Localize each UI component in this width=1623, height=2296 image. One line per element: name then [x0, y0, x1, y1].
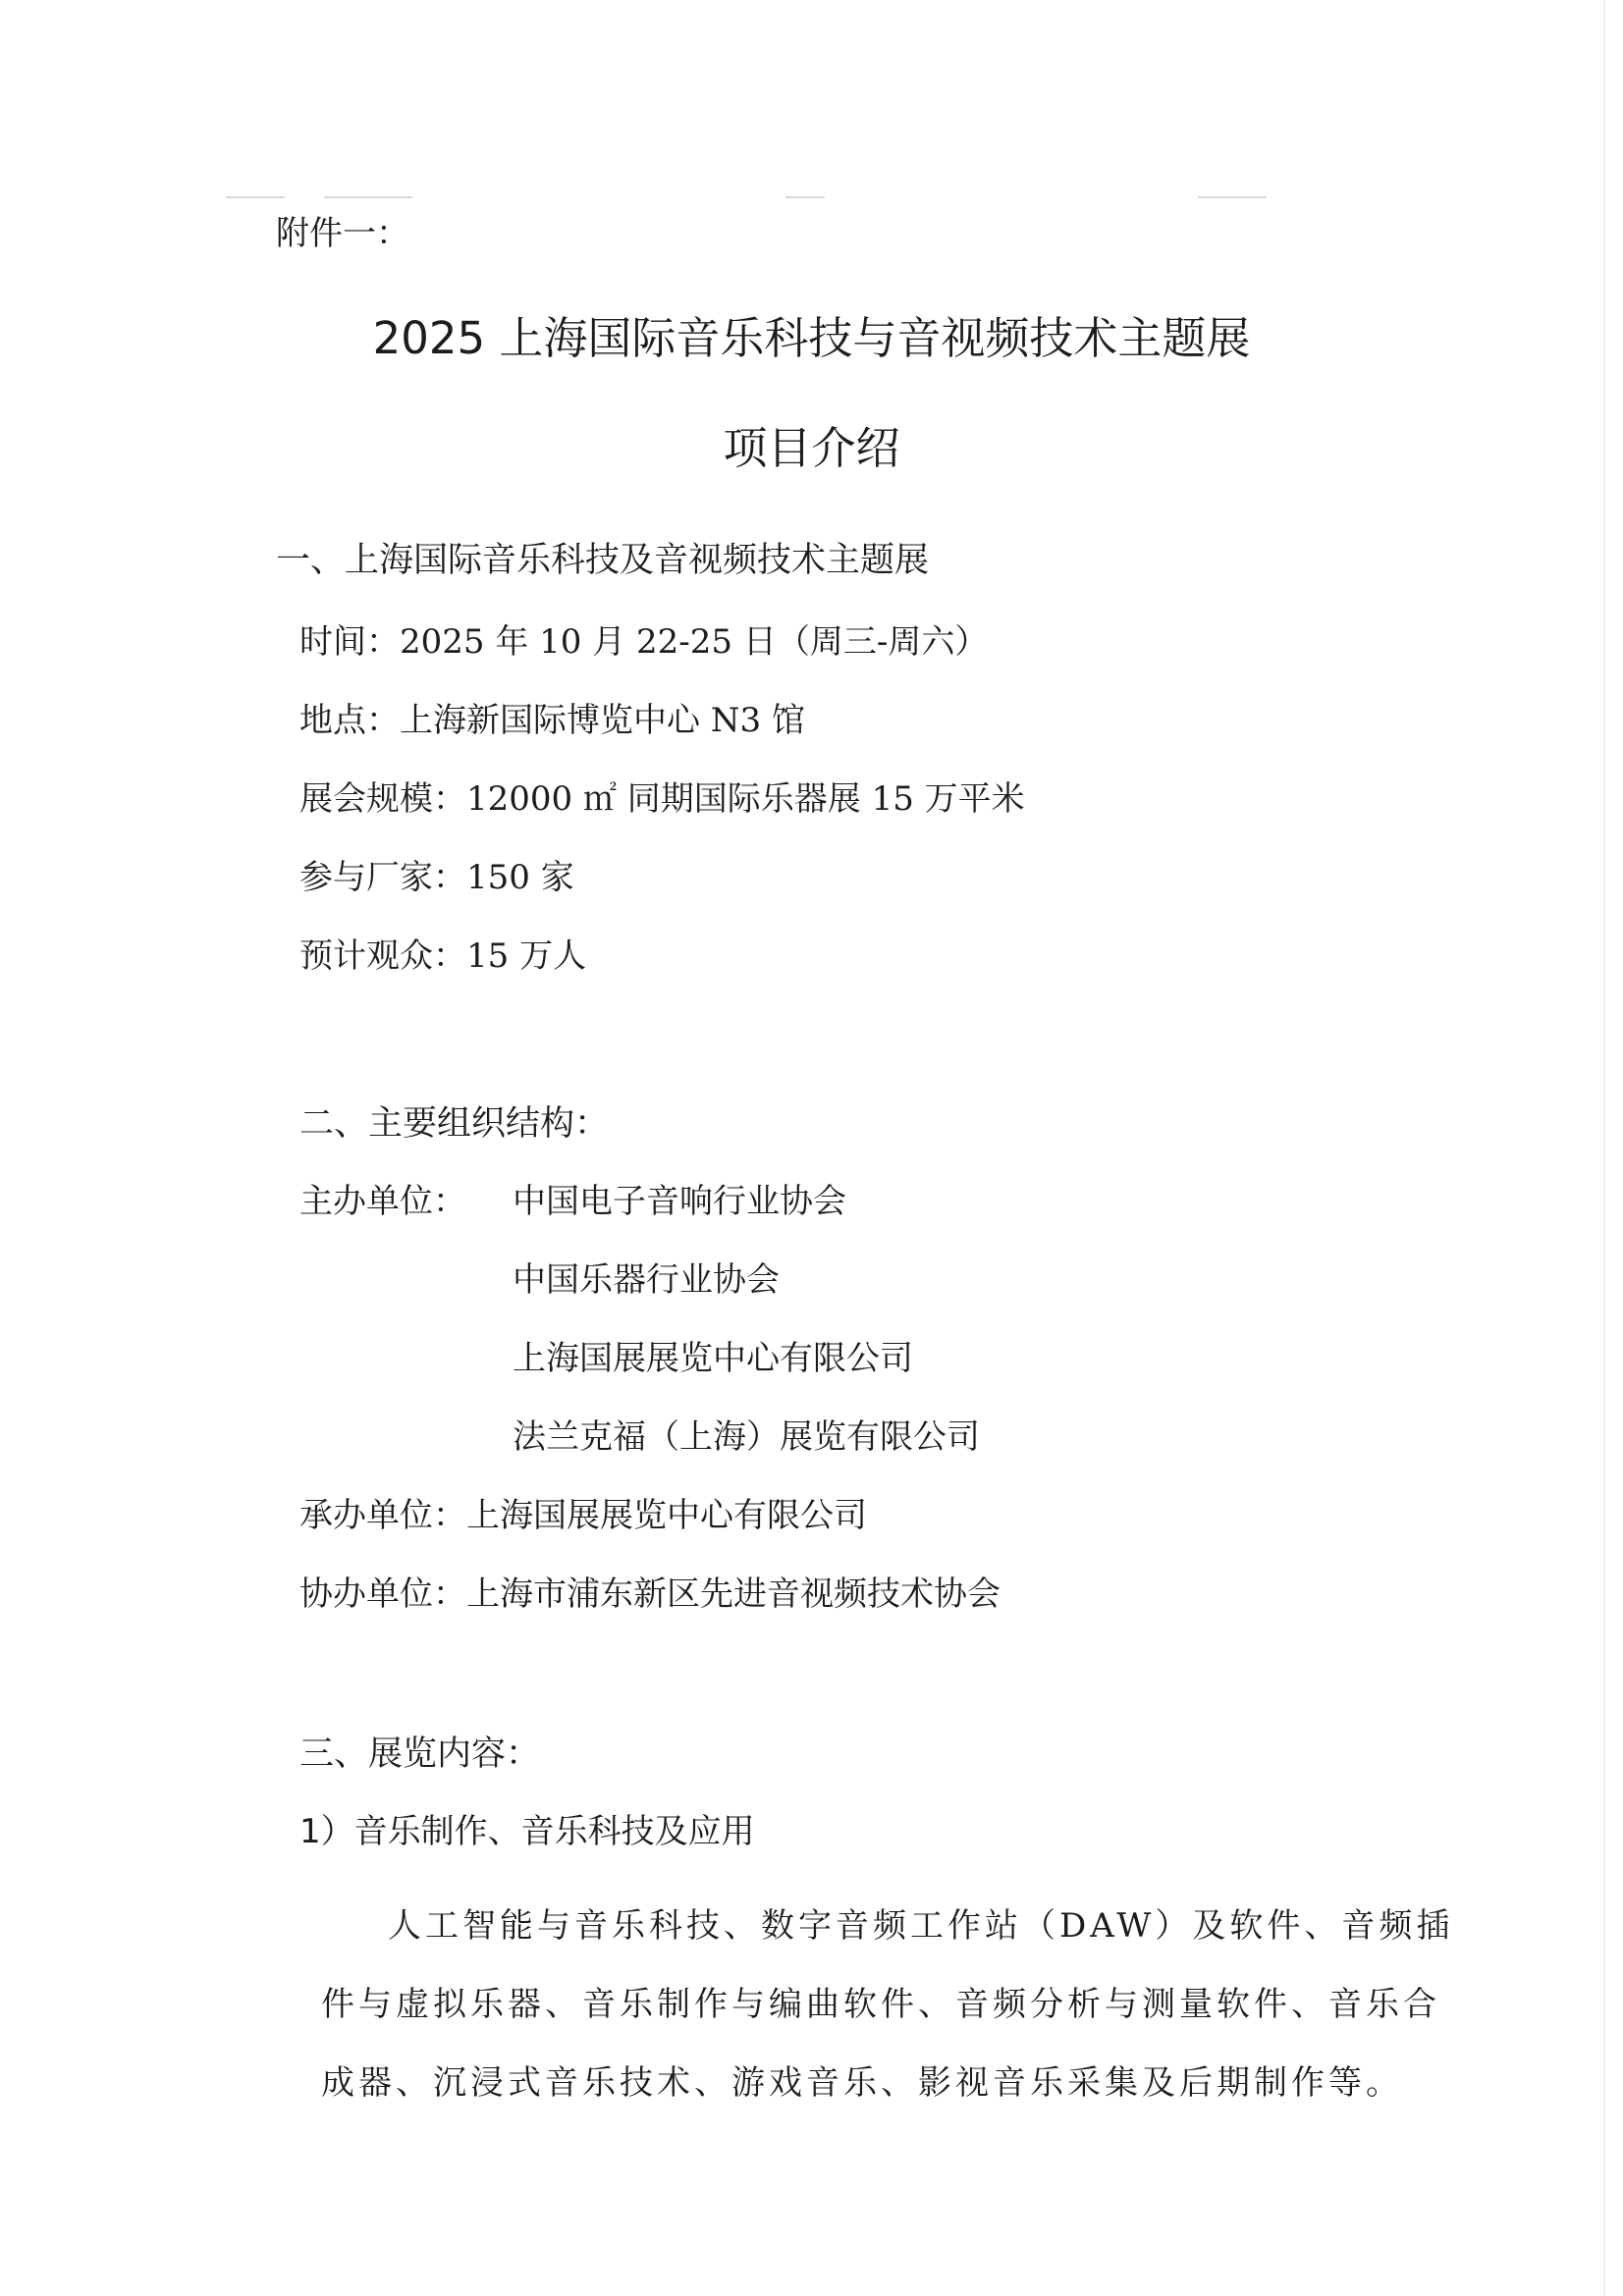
scan-artifact [785, 196, 825, 198]
section-heading-organization: 二、主要组织结构： [299, 1104, 610, 1144]
document-title: 2025 上海国际音乐科技与音视频技术主题展 [372, 312, 1251, 364]
scan-artifact [324, 196, 412, 198]
scan-artifact [226, 196, 285, 198]
exhibition-place: 地点：上海新国际博览中心 N3 馆 [299, 701, 805, 740]
expected-audience: 预计观众：15 万人 [299, 936, 587, 976]
host-item: 上海国展展览中心有限公司 [513, 1339, 913, 1378]
host-item: 中国乐器行业协会 [513, 1260, 780, 1300]
attachment-label: 附件一： [276, 214, 409, 253]
host-item: 中国电子音响行业协会 [513, 1182, 846, 1221]
section-heading-exhibition: 一、上海国际音乐科技及音视频技术主题展 [276, 541, 930, 580]
document-subtitle: 项目介绍 [723, 422, 900, 474]
organizer: 承办单位：上海国展展览中心有限公司 [299, 1496, 867, 1535]
scan-artifact [1198, 196, 1267, 198]
host-item: 法兰克福（上海）展览有限公司 [513, 1417, 980, 1457]
section-heading-content: 三、展览内容： [299, 1735, 541, 1774]
host-label: 主办单位： [299, 1182, 466, 1221]
exhibitor-count: 参与厂家：150 家 [299, 858, 574, 897]
content-subheading-music-production: 1）音乐制作、音乐科技及应用 [299, 1812, 755, 1851]
content-paragraph-music-production: 人工智能与音乐科技、数字音频工作站（DAW）及软件、音频插件与虚拟乐器、音乐制作与编曲软件、音频分析与测量软件、音乐合成器、沉浸式音乐技术、游戏音乐、影视音乐采集及后期制作等。 [321, 1906, 1454, 2103]
assisting-organizer: 协办单位：上海市浦东新区先进音视频技术协会 [299, 1575, 1001, 1614]
exhibition-scale: 展会规模：12000 ㎡ 同期国际乐器展 15 万平米 [299, 779, 1025, 819]
exhibition-time: 时间：2025 年 10 月 22-25 日（周三-周六） [299, 622, 989, 662]
